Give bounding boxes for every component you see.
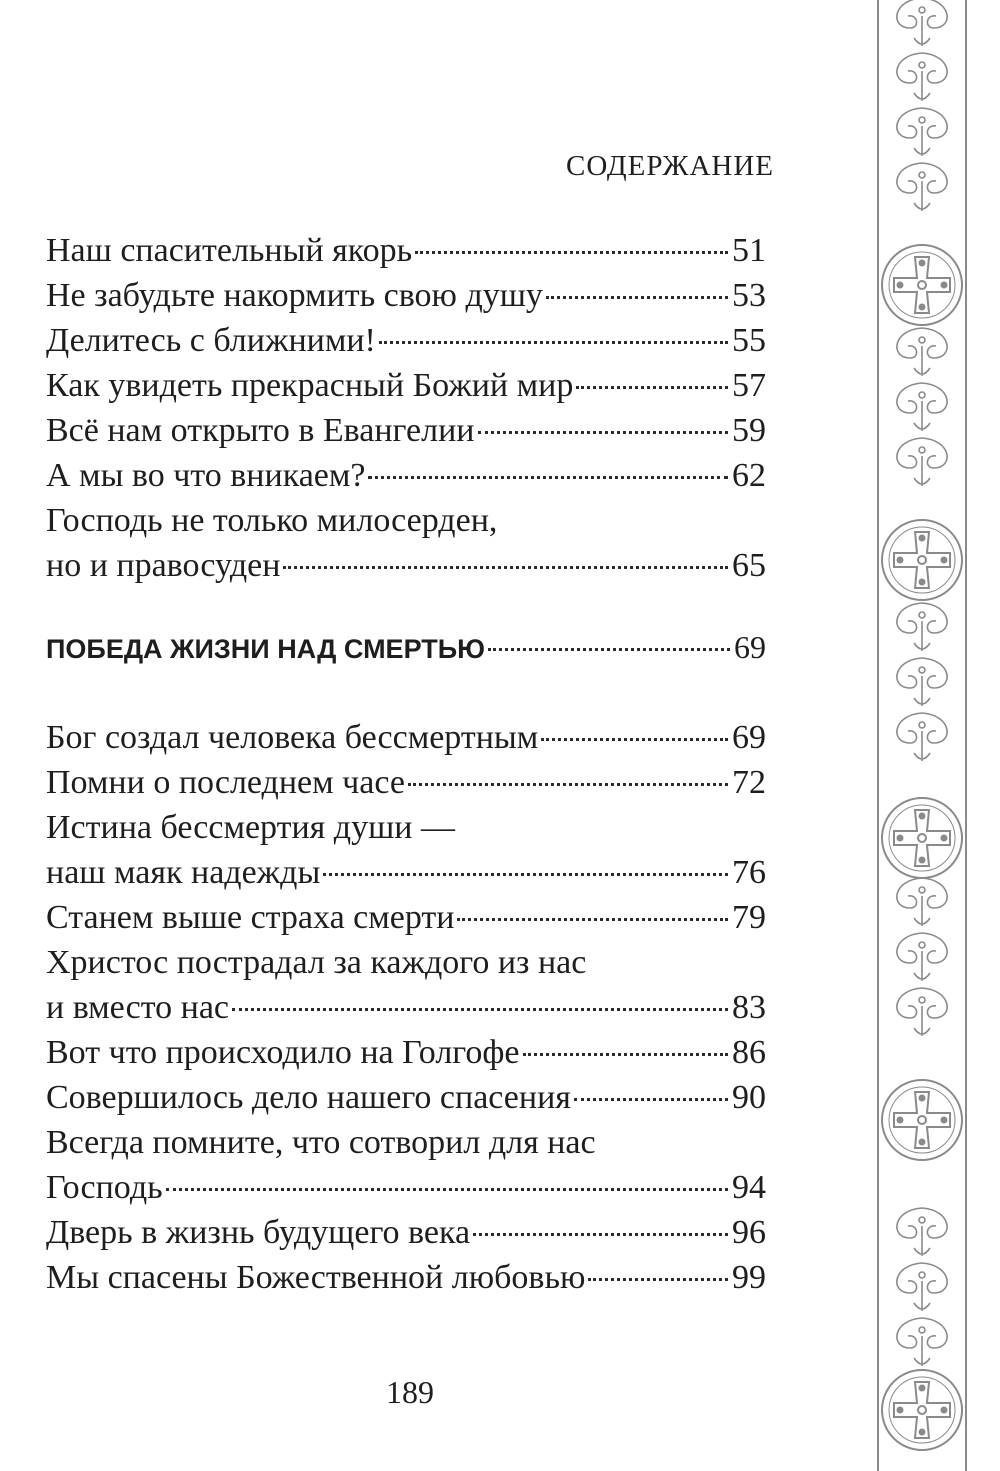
toc-entry [46,985,766,1030]
dot-leader [488,648,730,651]
toc-entry [46,318,766,363]
dot-leader [576,386,728,389]
entry-page: 83 [732,989,766,1026]
cross-icon [882,245,962,325]
entry-page: 65 [732,547,766,584]
cross-icon [882,798,962,878]
swirl-motif [897,108,947,156]
dot-leader [379,341,728,344]
entry-title: но и правосуден [46,547,281,584]
table-of-contents [46,228,766,1300]
swirl-motif [897,438,947,486]
swirl-motif [897,163,947,211]
swirl-motif [897,713,947,761]
entry-page: 62 [732,457,766,494]
page-number: 189 [386,1374,434,1410]
swirl-motif [897,658,947,706]
swirl-motif [897,933,947,981]
cross-icon [882,1080,962,1160]
dot-leader [368,476,728,479]
toc-entry [46,805,766,850]
toc-section [46,625,766,670]
entry-title: Всегда помните, что сотворил для нас [46,1124,596,1161]
swirl-motif [897,0,947,46]
dot-leader [283,566,728,569]
dot-leader [574,1098,728,1101]
dot-leader [415,251,728,254]
entry-title: Христос пострадал за каждого из нас [46,944,587,981]
entry-page: 51 [732,232,766,269]
section-title: ПОБЕДА ЖИЗНИ НАД СМЕРТЬЮ [46,634,485,664]
entry-page: 96 [732,1214,766,1251]
entry-title: Как увидеть прекрасный Божий мир [46,367,574,404]
swirl-motif [897,1263,947,1311]
dot-leader [457,918,728,921]
cross-icon [882,1370,962,1450]
entry-title: Господь не только милосерден, [46,502,498,539]
toc-group-2 [46,715,766,1300]
cross-icon [882,520,962,600]
toc-entry [46,715,766,760]
entry-title: Истина бессмертия души — [46,809,455,846]
toc-entry [46,1165,766,1210]
toc-entry [46,363,766,408]
dot-leader [523,1053,728,1056]
entry-title: Наш спасительный якорь [46,232,413,269]
entry-page: 72 [732,764,766,801]
entry-page: 76 [732,854,766,891]
toc-entry [46,453,766,498]
swirl-motif [897,328,947,376]
toc-entry [46,1255,766,1300]
swirl-motif [897,603,947,651]
entry-page: 90 [732,1079,766,1116]
dot-leader [232,1008,728,1011]
toc-entry [46,1120,766,1165]
entry-page: 69 [732,719,766,756]
toc-entry [46,940,766,985]
entry-title: наш маяк надежды [46,854,321,891]
entry-title: Дверь в жизнь будущего века [46,1214,471,1251]
entry-page: 99 [732,1259,766,1296]
swirl-motif [897,383,947,431]
entry-title: Бог создал человека бессмертным [46,719,539,756]
entry-title: Помни о последнем часе [46,764,405,801]
toc-entry [46,760,766,805]
dot-leader [588,1278,728,1281]
toc-entry [46,228,766,273]
page-header: СОДЕРЖАНИЕ [566,150,774,182]
dot-leader [323,873,728,876]
toc-entry [46,408,766,453]
dot-leader [473,1233,728,1236]
toc-entry [46,850,766,895]
entry-title: Совершилось дело нашего спасения [46,1079,571,1116]
dot-leader [541,738,728,741]
entry-title: и вместо нас [46,989,229,1026]
toc-entry [46,895,766,940]
swirl-motif [897,53,947,101]
entry-page: 53 [732,277,766,314]
toc-entry [46,1075,766,1120]
swirl-motif [897,988,947,1036]
entry-page: 79 [732,899,766,936]
toc-entry [46,1030,766,1075]
entry-title: Вот что происходило на Голгофе [46,1034,520,1071]
toc-entry [46,543,766,588]
cross-ornament-border [872,0,972,1471]
toc-entry [46,273,766,318]
entry-title: Мы спасены Божественной любовью [46,1259,586,1296]
toc-group-1 [46,228,766,588]
entry-page: 55 [732,322,766,359]
entry-title: Всё нам открыто в Евангелии [46,412,475,449]
entry-page: 59 [732,412,766,449]
entry-title: А мы во что вникаем? [46,457,366,494]
toc-entry [46,1210,766,1255]
entry-title: Господь [46,1169,163,1206]
dot-leader [478,431,728,434]
dot-leader [546,296,728,299]
swirl-motif [897,878,947,926]
toc-entry [46,498,766,543]
entry-page: 94 [732,1169,766,1206]
entry-title: Не забудьте накормить свою душу [46,277,543,314]
swirl-motif [897,1208,947,1256]
swirl-motif [897,1318,947,1366]
entry-page: 57 [732,367,766,404]
dot-leader [408,783,728,786]
section-page: 69 [734,629,766,665]
entry-page: 86 [732,1034,766,1071]
entry-title: Делитесь с ближними! [46,322,376,359]
entry-title: Станем выше страха смерти [46,899,455,936]
dot-leader [166,1188,728,1191]
